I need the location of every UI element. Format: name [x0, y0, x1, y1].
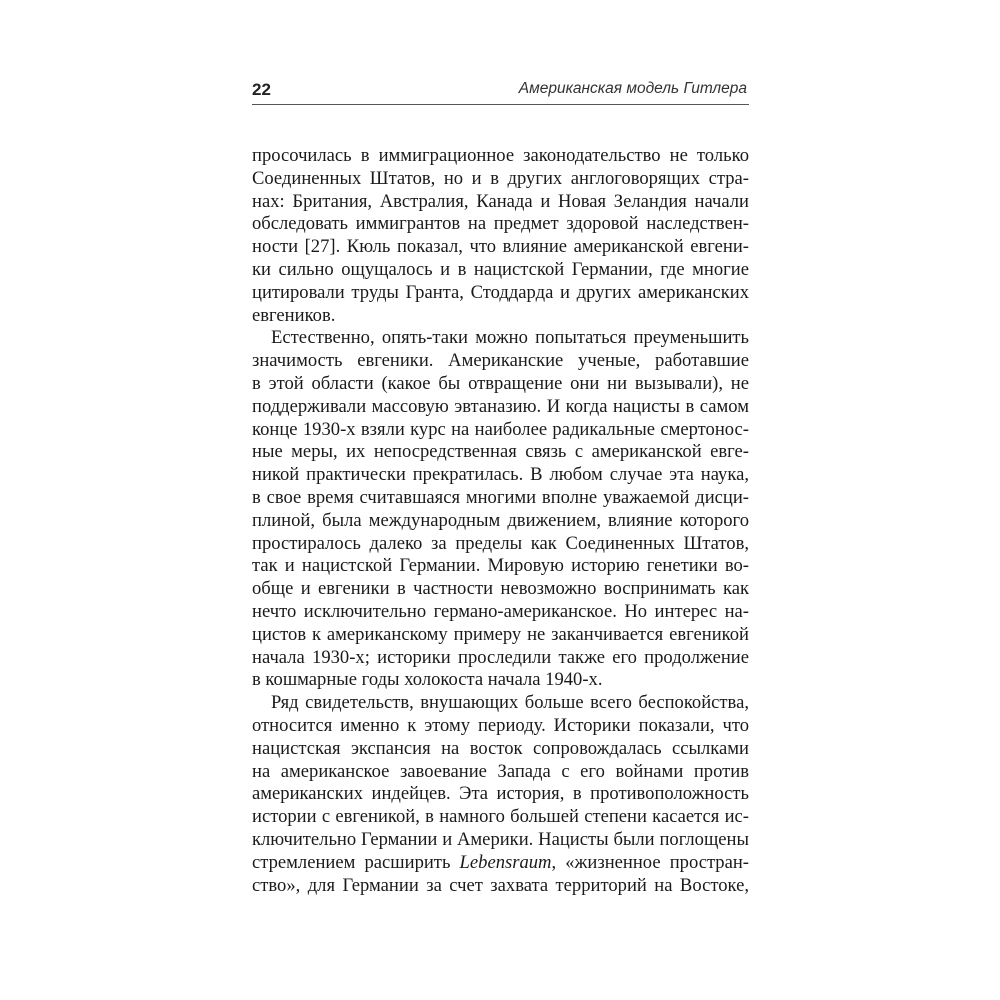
text-line: ности [27]. Кюль показал, что влияние американской евгени- — [252, 236, 749, 258]
paragraph-start-line: Ряд свидетельств, внушающих больше всего беспокойства, — [271, 692, 749, 714]
text-line: простиралось далеко за пределы как Соединенных Штатов, — [252, 532, 749, 554]
body-text — [252, 145, 749, 897]
text-line: истории с евгеникой, в намного большей степени касается ис- — [252, 806, 749, 828]
text-line: так и нацистской Германии. Мировую историю генетики во- — [252, 555, 749, 577]
page-header — [252, 78, 749, 105]
text-line: ки сильно ощущалось и в нацистской Германии, где многие — [252, 258, 749, 280]
text-line: американских индейцев. Эта история, в противоположность — [252, 783, 749, 805]
text-line: ство», для Германии за счет захвата территорий на Востоке, — [252, 874, 749, 896]
text-line: на американское завоевание Запада с его войнами против — [252, 760, 749, 782]
text-line: значимость евгеники. Американские ученые, работавшие — [252, 350, 749, 372]
text-line: никой практически прекратилась. В любом случае эта наука, — [252, 464, 749, 486]
page-number: 22 — [252, 80, 271, 99]
text-line: в свое время считавшаяся многими вполне уважаемой дисци- — [252, 486, 749, 508]
text-line: цитировали труды Гранта, Стоддарда и других американских — [252, 281, 749, 303]
text-line: ключительно Германии и Америки. Нацисты были поглощены — [252, 828, 749, 850]
text-line: относится именно к этому периоду. Историки показали, что — [252, 714, 749, 736]
text-fragment: , «жизненное простран- — [551, 851, 750, 873]
text-line: в кошмарные годы холокоста начала 1940-х. — [252, 669, 603, 691]
running-title: Американская модель Гитлера — [518, 80, 747, 97]
text-line: цистов к американскому примеру не заканчивается евгеникой — [252, 623, 749, 645]
text-line: плиной, была международным движением, влияние которого — [252, 509, 749, 531]
text-line: ные меры, их непосредственная связь с американской евге- — [252, 441, 749, 463]
text-line: обследовать иммигрантов на предмет здоровой наследствен- — [252, 213, 749, 235]
text-line: нечто исключительно германо-американское. Но интерес на- — [252, 600, 749, 622]
text-line: конце 1930-х взяли курс на наиболее радикальные смертонос- — [252, 418, 749, 440]
text-line: в этой области (какое бы отвращение они ни вызывали), не — [252, 372, 749, 394]
text-line: нацистская экспансия на восток сопровождалась ссылками — [252, 737, 749, 759]
text-line: начала 1930-х; историки проследили также его продолжение — [252, 646, 749, 668]
text-line: Соединенных Штатов, но и в других англоговорящих стра- — [252, 167, 749, 189]
paragraph-start-line: Естественно, опять-таки можно попытаться преуменьшить — [271, 327, 749, 349]
text-fragment: стремлением расширить — [252, 851, 460, 873]
text-line: евгеников. — [252, 304, 336, 326]
text-line: обще и евгеники в частности невозможно воспринимать как — [252, 578, 749, 600]
text-line-with-italic — [252, 852, 749, 875]
italic-term: Lebensraum — [459, 851, 552, 873]
text-line: поддерживали массовую эвтаназию. И когда нацисты в самом — [252, 395, 749, 417]
text-line: просочилась в иммиграционное законодательство не только — [252, 145, 749, 166]
text-line: нах: Британия, Австралия, Канада и Новая Зеландия начали — [252, 190, 749, 212]
